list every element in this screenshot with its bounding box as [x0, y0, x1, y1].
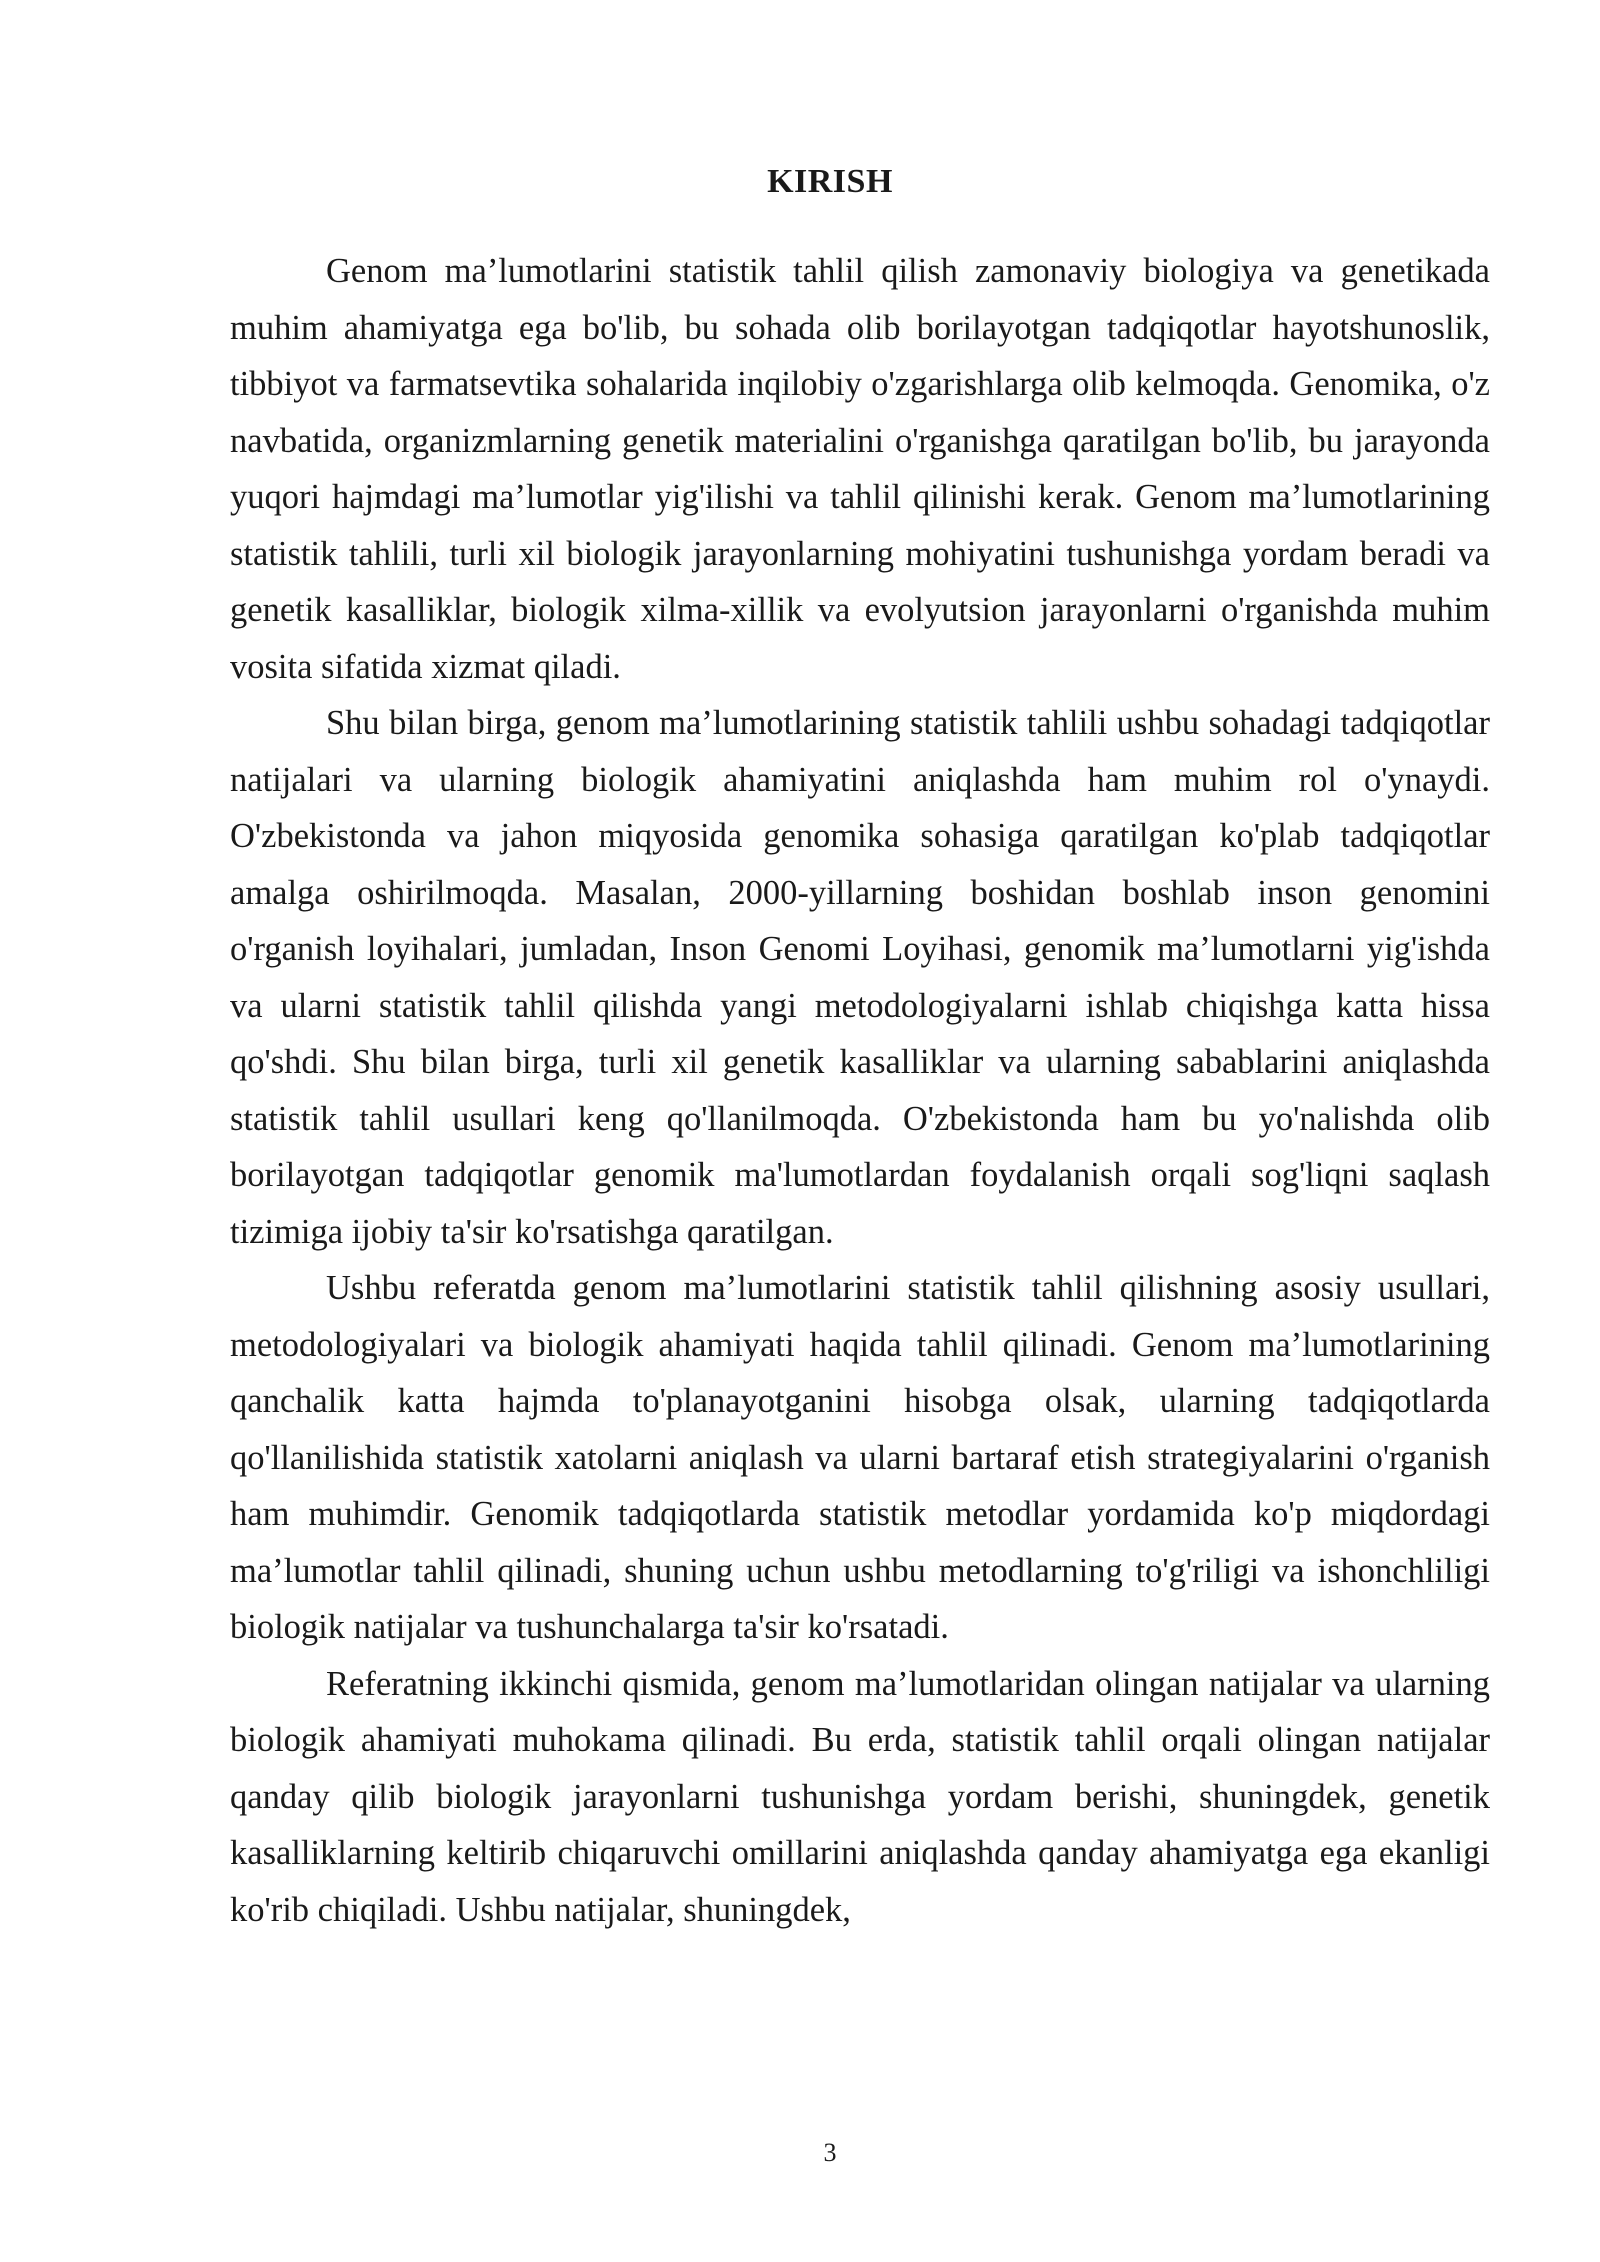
body-text	[230, 243, 1490, 1938]
paragraph-4: Referatning ikkinchi qismida, genom ma’lumotlaridan olingan natijalar va ularning biologik ahamiyati muhokama qilinadi. Bu erda, statistik tahlil orqali olingan natijalar qanday qilib biologik jarayonlarni tushunishga yordam berishi, shuningdek, genetik kasalliklarning keltirib chiqaruvchi omillarini aniqlashda qanday ahamiyatga ega ekanligi ko'rib chiqiladi. Ushbu natijalar, shuningdek,	[230, 1664, 1490, 1929]
paragraph-3: Ushbu referatda genom ma’lumotlarini statistik tahlil qilishning asosiy usullari, metodologiyalari va biologik ahamiyati haqida tahlil qilinadi. Genom ma’lumotlarining qanchalik katta hajmda to'planayotganini hisobga olsak, ularning tadqiqotlarda qo'llanilishida statistik xatolarni aniqlash va ularni bartaraf etish strategiyalarini o'rganish ham muhimdir. Genomik tadqiqotlarda statistik metodlar yordamida ko'p miqdordagi ma’lumotlar tahlil qilinadi, shuning uchun ushbu metodlarning to'g'riligi va ishonchliligi biologik natijalar va tushunchalarga ta'sir ko'rsatadi.	[230, 1269, 1490, 1646]
paragraph-1: Genom ma’lumotlarini statistik tahlil qilish zamonaviy biologiya va genetikada muhim ahamiyatga ega bo'lib, bu sohada olib borilayotgan tadqiqotlar hayotshunoslik, tibbiyot va farmatsevtika sohalarida inqilobiy o'zgarishlarga olib kelmoqda. Genomika, o'z navbatida, organizmlarning genetik materialini o'rganishga qaratilgan bo'lib, bu jarayonda yuqori hajmdagi ma’lumotlar yig'ilishi va tahlil qilinishi kerak. Genom ma’lumotlarining statistik tahlili, turli xil biologik jarayonlarning mohiyatini tushunishga yordam beradi va genetik kasalliklar, biologik xilma-xillik va evolyutsion jarayonlarni o'rganishda muhim vosita sifatida xizmat qiladi.	[230, 252, 1490, 686]
paragraph-2: Shu bilan birga, genom ma’lumotlarining statistik tahlili ushbu sohadagi tadqiqotlar natijalari va ularning biologik ahamiyatini aniqlashda ham muhim rol o'ynaydi. O'zbekistonda va jahon miqyosida genomika sohasiga qaratilgan ko'plab tadqiqotlar amalga oshirilmoqda. Masalan, 2000-yillarning boshidan boshlab inson genomini o'rganish loyihalari, jumladan, Inson Genomi Loyihasi, genomik ma’lumotlarni yig'ishda va ularni statistik tahlil qilishda yangi metodologiyalarni ishlab chiqishga katta hissa qo'shdi. Shu bilan birga, turli xil genetik kasalliklar va ularning sabablarini aniqlashda statistik tahlil usullari keng qo'llanilmoqda. O'zbekistonda ham bu yo'nalishda olib borilayotgan tadqiqotlar genomik ma'lumotlardan foydalanish orqali sog'liqni saqlash tizimiga ijobiy ta'sir ko'rsatishga qaratilgan.	[230, 704, 1490, 1251]
page-title: KIRISH	[767, 163, 893, 200]
page-number: 3	[823, 2138, 837, 2167]
